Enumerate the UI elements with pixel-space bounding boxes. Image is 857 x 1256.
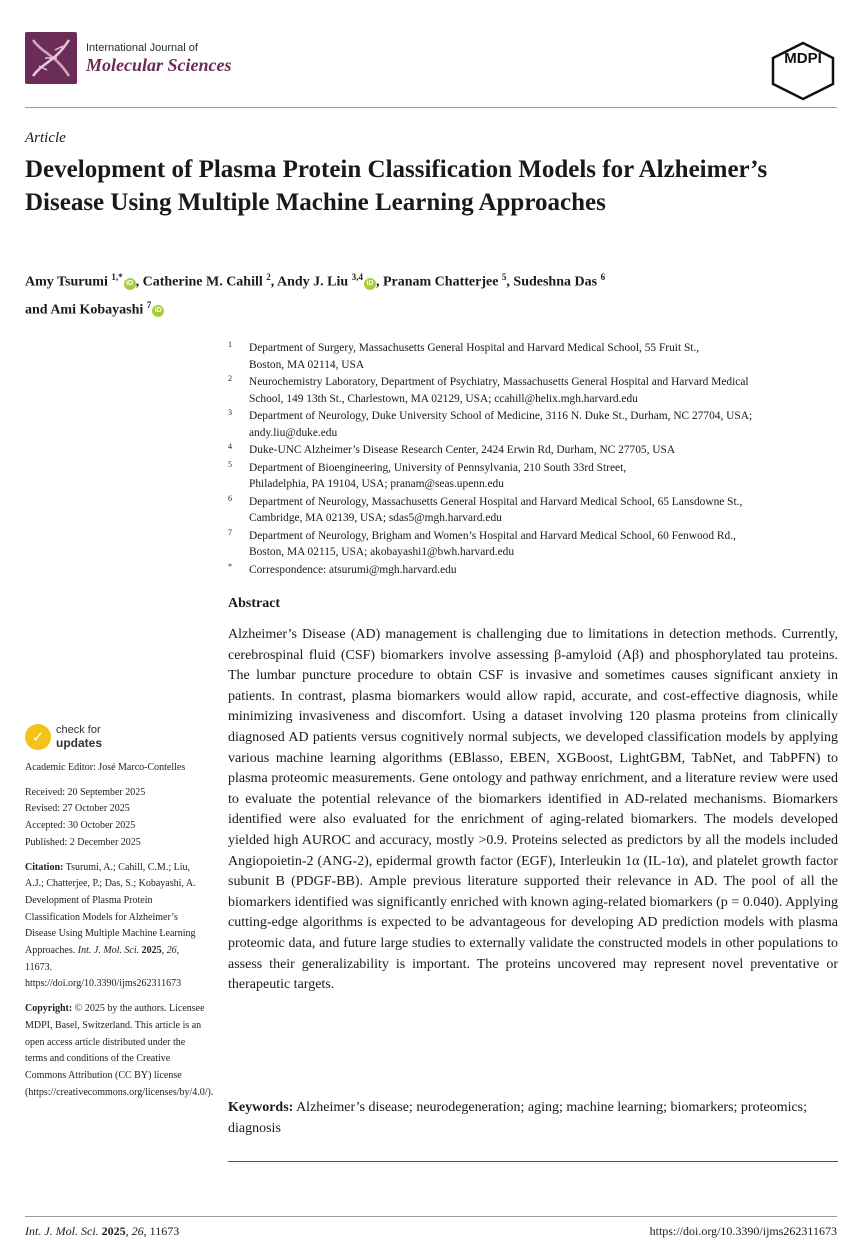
affiliation-line: Department of Surgery, Massachusetts General Hospital and Harvard Medical School, 55 Fruit St., <box>249 342 700 354</box>
citation-journal: Int. J. Mol. Sci. <box>77 945 140 957</box>
affiliation-item <box>228 442 840 459</box>
publisher-name: MDPI <box>784 50 822 67</box>
footer-article-number: 11673 <box>149 1224 180 1238</box>
affiliation-line: Cambridge, MA 02139, USA; sdas5@mgh.harvard.edu <box>249 512 502 524</box>
affiliation-number: 5 <box>228 459 232 469</box>
citation-block: Citation: Tsurumi, A.; Cahill, C.M.; Liu, A.J.; Chatterjee, P.; Das, S.; Kobayashi, A. Development of Plasma Protein Classification Models for Alzheimer’s Disease Using Multiple Machine Learning Approaches. Int. J. Mol. Sci. 2025, 26, 11673. https://doi.org/10.3390/ijms262311673 <box>25 861 196 990</box>
revised-date: Revised: 27 October 2025 <box>25 803 130 815</box>
affiliation-line: Department of Neurology, Massachusetts General Hospital and Harvard Medical School, 65 Lansdowne St., <box>249 495 743 508</box>
affiliation-item <box>228 562 840 579</box>
author: Ami Kobayashi <box>50 302 144 318</box>
cfu-line1: check for <box>56 724 101 736</box>
copyright-label: Copyright: <box>25 1003 73 1015</box>
author: Sudeshna Das <box>513 274 598 290</box>
citation-year: 2025 <box>141 945 162 957</box>
citation-text: Tsurumi, A.; Cahill, C.M.; Liu, A.J.; Chatterjee, P.; Das, S.; Kobayashi, A. Development of Plasma Protein Classification Models for Alzheimer’s Disease Using Multiple Machine Learning Approaches. <box>25 861 196 957</box>
citation-volume: 26 <box>166 945 177 957</box>
journal-name-line2: Molecular Sciences <box>86 55 232 75</box>
affiliation-item <box>228 374 840 407</box>
affiliation-line: Boston, MA 02115, USA; akobayashi1@bwh.harvard.edu <box>249 546 515 558</box>
affiliation-line: Neurochemistry Laboratory, Department of Psychiatry, Massachusetts General Hospital and Harvard Medical <box>249 376 749 388</box>
academic-editor: Academic Editor: José Marco-Contelles <box>25 762 186 773</box>
affiliations-list <box>228 340 840 579</box>
cfu-line2: updates <box>56 736 103 750</box>
footer-year: 2025 <box>101 1224 126 1238</box>
affiliation-number: 1 <box>228 340 232 349</box>
author-affiliation-mark: 2 <box>266 272 271 282</box>
published-date: Published: 2 December 2025 <box>25 836 141 848</box>
copyright-block <box>25 1001 214 1101</box>
author: Amy Tsurumi <box>25 274 108 290</box>
affiliation-number: 7 <box>228 527 232 537</box>
footer-journal: Int. J. Mol. Sci. <box>25 1224 99 1238</box>
keywords-divider <box>228 1161 838 1162</box>
dna-helix-icon <box>25 32 77 84</box>
affiliation-line: Boston, MA 02114, USA <box>249 358 365 371</box>
accepted-date: Accepted: 30 October 2025 <box>25 820 136 832</box>
orcid-icon[interactable]: iD <box>152 305 164 317</box>
journal-logo <box>25 32 77 84</box>
keywords <box>228 1097 838 1139</box>
author: Catherine M. Cahill <box>142 274 263 290</box>
affiliation-item <box>228 528 840 561</box>
affiliation-number: 3 <box>228 408 232 417</box>
author-affiliation-mark: 3,4 <box>351 272 363 282</box>
affiliation-line: Department of Bioengineering, University of Pennsylvania, 210 South 33rd Street, <box>249 461 627 474</box>
abstract-heading: Abstract <box>228 596 281 611</box>
affiliation-line: Correspondence: atsurumi@mgh.harvard.edu <box>249 563 457 576</box>
author-affiliation-mark: 7 <box>146 299 152 310</box>
affiliation-line: School, 149 13th St., Charlestown, MA 02129, USA; ccahill@helix.mgh.harvard.edu <box>249 392 638 405</box>
citation-label: Citation: <box>25 861 64 873</box>
author-connector: and <box>25 302 48 318</box>
footer-citation: Int. J. Mol. Sci. 2025, 26, 11673 <box>25 1224 180 1238</box>
citation-rest[interactable]: , 11673. https://doi.org/10.3390/ijms262311673 <box>25 945 182 990</box>
affiliation-number: * <box>228 561 232 571</box>
affiliation-line: Department of Neurology, Brigham and Women’s Hospital and Harvard Medical School, 60 Fenwood Rd., <box>249 529 736 542</box>
author: Pranam Chatterjee <box>382 274 499 290</box>
copyright-text: © 2025 by the authors. Licensee MDPI, Basel, Switzerland. This article is an open access article distributed under the terms and conditions of the Creative Commons Attribution (CC BY) license (https://creativecommons.org/licenses/by/4.0/). <box>25 1003 214 1098</box>
footer-doi-link[interactable]: https://doi.org/10.3390/ijms262311673 <box>649 1224 837 1238</box>
author-affiliation-mark: 5 <box>501 272 507 282</box>
publication-dates <box>25 785 205 852</box>
author: Andy J. Liu <box>277 274 349 290</box>
orcid-icon[interactable]: iD <box>364 278 376 290</box>
check-icon: ✓ <box>25 724 51 750</box>
affiliation-item <box>228 460 840 493</box>
affiliation-item <box>228 494 840 527</box>
affiliation-number: 6 <box>228 493 232 503</box>
received-date: Received: 20 September 2025 <box>25 786 146 798</box>
footer-divider <box>25 1216 837 1217</box>
article-title: Development of Plasma Protein Classification Models for Alzheimer’s Disease Using Multiple Machine Learning Approaches <box>25 156 768 216</box>
affiliation-line: Department of Neurology, Duke University School of Medicine, 3116 N. Duke St., Durham, NC 27704, USA; <box>249 410 753 422</box>
orcid-icon[interactable]: iD <box>124 278 136 290</box>
journal-name-line1: International Journal of <box>86 42 198 54</box>
abstract-text: Alzheimer’s Disease (AD) management is challenging due to limitations in detection methods. Currently, cerebrospinal fluid (CSF) biomarkers involve assessing β-amyloid (Aβ) and phosphorylated tau proteins. The lumbar puncture procedure to obtain CSF is invasive and sometimes causes significant anxiety in patients. In contrast, plasma biomarkers would allow rapid, accurate, and cost-effective diagnosis, while minimizing invasiveness and discomfort. Using a dataset involving 120 plasma proteins from clinically diagnosed AD patients versus cognitively normal subjects, we developed classification models by applying various machine learning algorithms (EBlasso, EBEN, XGBoost, LightGBM, TabNet, and TabPFN) to plasma proteomic measurements. Gene ontology and pathway enrichment, and a literature review were used to evaluate the potential relevance of the biomarkers identified in AD-related mechanisms. Biomarkers identified were also evaluated for the enrichment of aging-related biomarkers. The models developed yielded high AUROC and accuracy, mostly >0.9. Proteins selected as predictors by all the models included Angiopoietin-2 (ANG-2), epidermal growth factor (EGF), Interleukin 1α (IL-1α), and platelet growth factor subunit B (PDGF-BB). Ample previous literature supported their relevance in AD. The pool of all the biomarkers identified was significantly enriched with known aging-related biomarkers (p = 0.040). Applying cutting-edge algorithms is expected to be advantageous for developing AD prediction models with plasma proteomic data, and future large studies to externally validate the constructed models in other populations to assess their generalizability is important. The proteins uncovered may represent novel preventative or therapeutic targets. <box>228 627 838 993</box>
footer-volume: 26 <box>131 1224 144 1238</box>
affiliation-number: 2 <box>228 374 232 383</box>
author-list: Amy Tsurumi $^{1,*}$iD , Catherine M. Cahill $^2$, Andy J. Liu $^{3,4}$iD , Pranam Chatterjee $^5$, Sudeshna Das $^6$ and Ami Kobayashi $^7$iD <box>25 272 606 318</box>
affiliation-item <box>228 340 840 373</box>
article-type: Article <box>25 130 66 146</box>
author-affiliation-mark: 6 <box>600 272 606 282</box>
header-divider <box>25 107 837 108</box>
affiliation-item <box>228 408 840 441</box>
check-for-updates-badge[interactable] <box>25 723 135 753</box>
affiliation-line: Duke-UNC Alzheimer’s Disease Research Center, 2424 Erwin Rd, Durham, NC 27705, USA <box>249 444 676 456</box>
keywords-label: Keywords: <box>228 1100 294 1115</box>
keywords-text: Alzheimer’s disease; neurodegeneration; aging; machine learning; biomarkers; proteomics; diagnosis <box>228 1100 808 1136</box>
affiliation-line: Philadelphia, PA 19104, USA; pranam@seas.upenn.edu <box>249 478 504 490</box>
affiliation-line: andy.liu@duke.edu <box>249 426 338 439</box>
author-affiliation-mark: 1,* <box>111 272 123 282</box>
sidebar-info <box>25 760 214 1109</box>
affiliation-number: 4 <box>228 442 232 451</box>
